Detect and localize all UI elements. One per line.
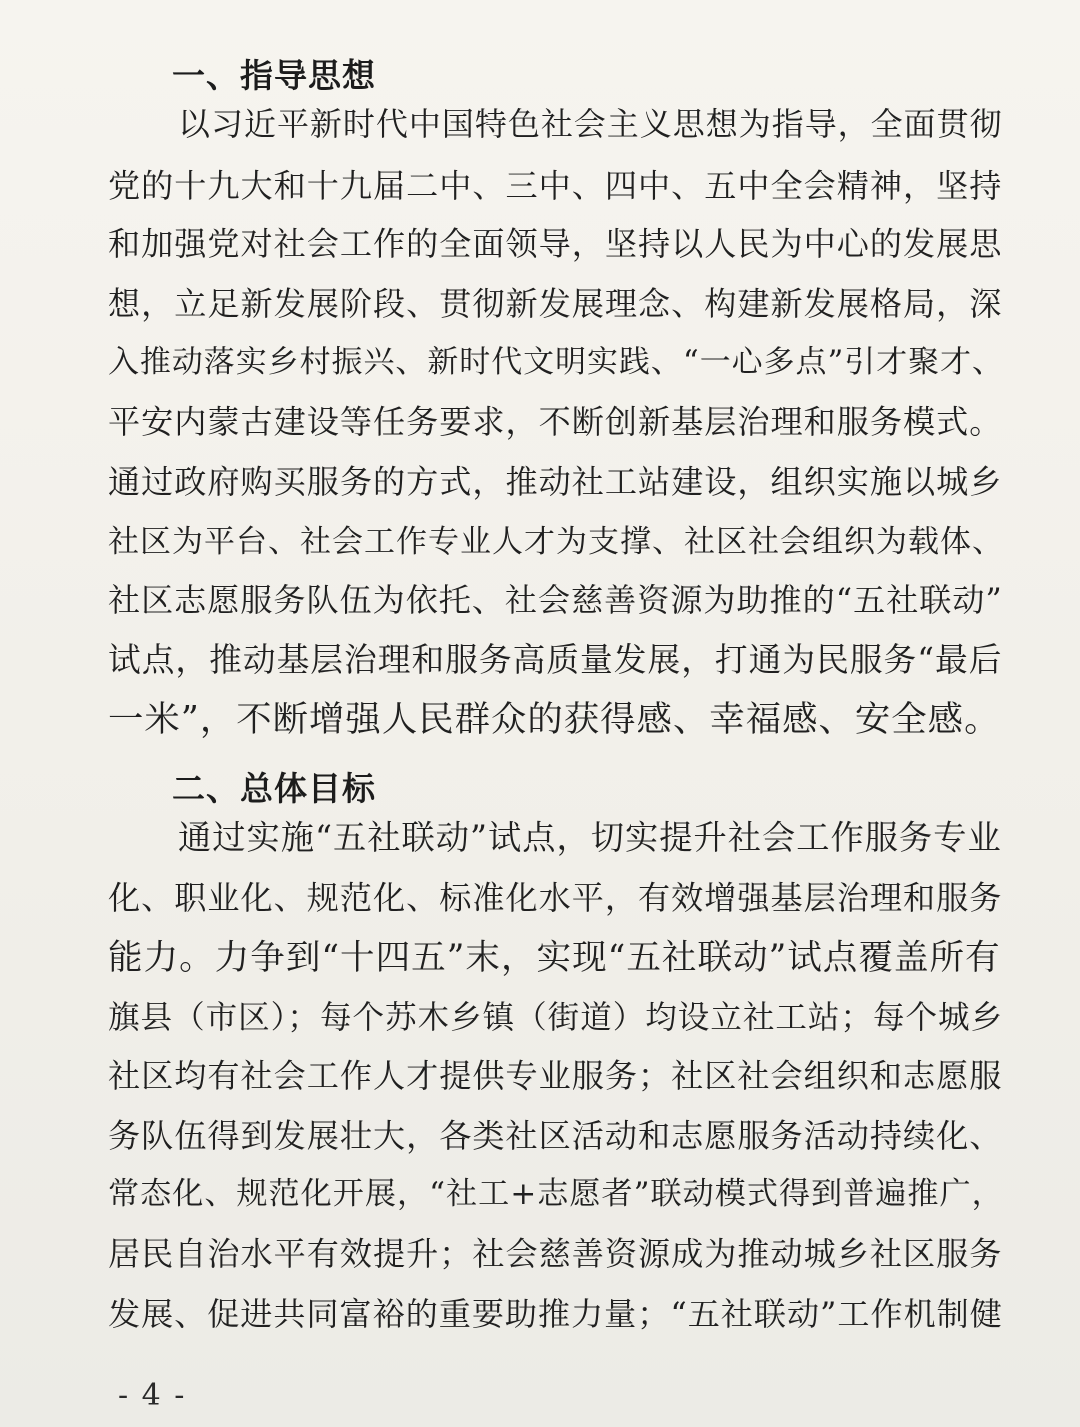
section2-line-2: 化、职业化、规范化、标准化水平，有效增强基层治理和服务 <box>108 879 1003 917</box>
section1-line-6: 平安内蒙古建设等任务要求，不断创新基层治理和服务模式。 <box>108 403 1003 441</box>
section2-line-3: 能力。力争到“十四五”末，实现“五社联动”试点覆盖所有 <box>108 938 1001 978</box>
section1-line-2: 党的十九大和十九届二中、三中、四中、五中全会精神，坚持 <box>108 167 1003 205</box>
section2-line-6: 务队伍得到发展壮大，各类社区活动和志愿服务活动持续化、 <box>108 1117 1003 1155</box>
section2-line-5: 社区均有社会工作人才提供专业服务；社区社会组织和志愿服 <box>108 1057 1003 1095</box>
page-number: - 4 - <box>118 1378 187 1413</box>
section2-line-1: 通过实施“五社联动”试点，切实提升社会工作服务专业 <box>178 818 1002 857</box>
section1-line-5: 入推动落实乡村振兴、新时代文明实践、“一心多点”引才聚才、 <box>108 344 1004 380</box>
section1-line-11: 一米”，不断增强人民群众的获得感、幸福感、安全感。 <box>108 699 1001 740</box>
section1-line-10: 试点，推动基层治理和服务高质量发展，打通为民服务“最后 <box>108 641 1003 679</box>
section-heading-2: 二、总体目标 <box>172 769 376 808</box>
section2-line-4: 旗县（市区）；每个苏木乡镇（街道）均设立社工站；每个城乡 <box>108 1000 1004 1036</box>
section2-line-7: 常态化、规范化开展，“社工+志愿者”联动模式得到普遍推广， <box>108 1176 1004 1212</box>
section1-line-4: 想，立足新发展阶段、贯彻新发展理念、构建新发展格局，深 <box>108 285 1003 323</box>
section-heading-1: 一、指导思想 <box>172 56 376 95</box>
section1-line-3: 和加强党对社会工作的全面领导，坚持以人民为中心的发展思 <box>108 225 1003 263</box>
section2-line-9: 发展、促进共同富裕的重要助推力量；“五社联动”工作机制健 <box>108 1295 1003 1333</box>
section1-line-8: 社区为平台、社会工作专业人才为支撑、社区社会组织为载体、 <box>108 524 1004 560</box>
section1-line-7: 通过政府购买服务的方式，推动社工站建设，组织实施以城乡 <box>108 463 1003 501</box>
section1-line-9: 社区志愿服务队伍为依托、社会慈善资源为助推的“五社联动” <box>108 581 1003 619</box>
section1-line-1: 以习近平新时代中国特色社会主义思想为指导，全面贯彻 <box>178 105 1003 143</box>
section2-line-8: 居民自治水平有效提升；社会慈善资源成为推动城乡社区服务 <box>108 1235 1003 1273</box>
